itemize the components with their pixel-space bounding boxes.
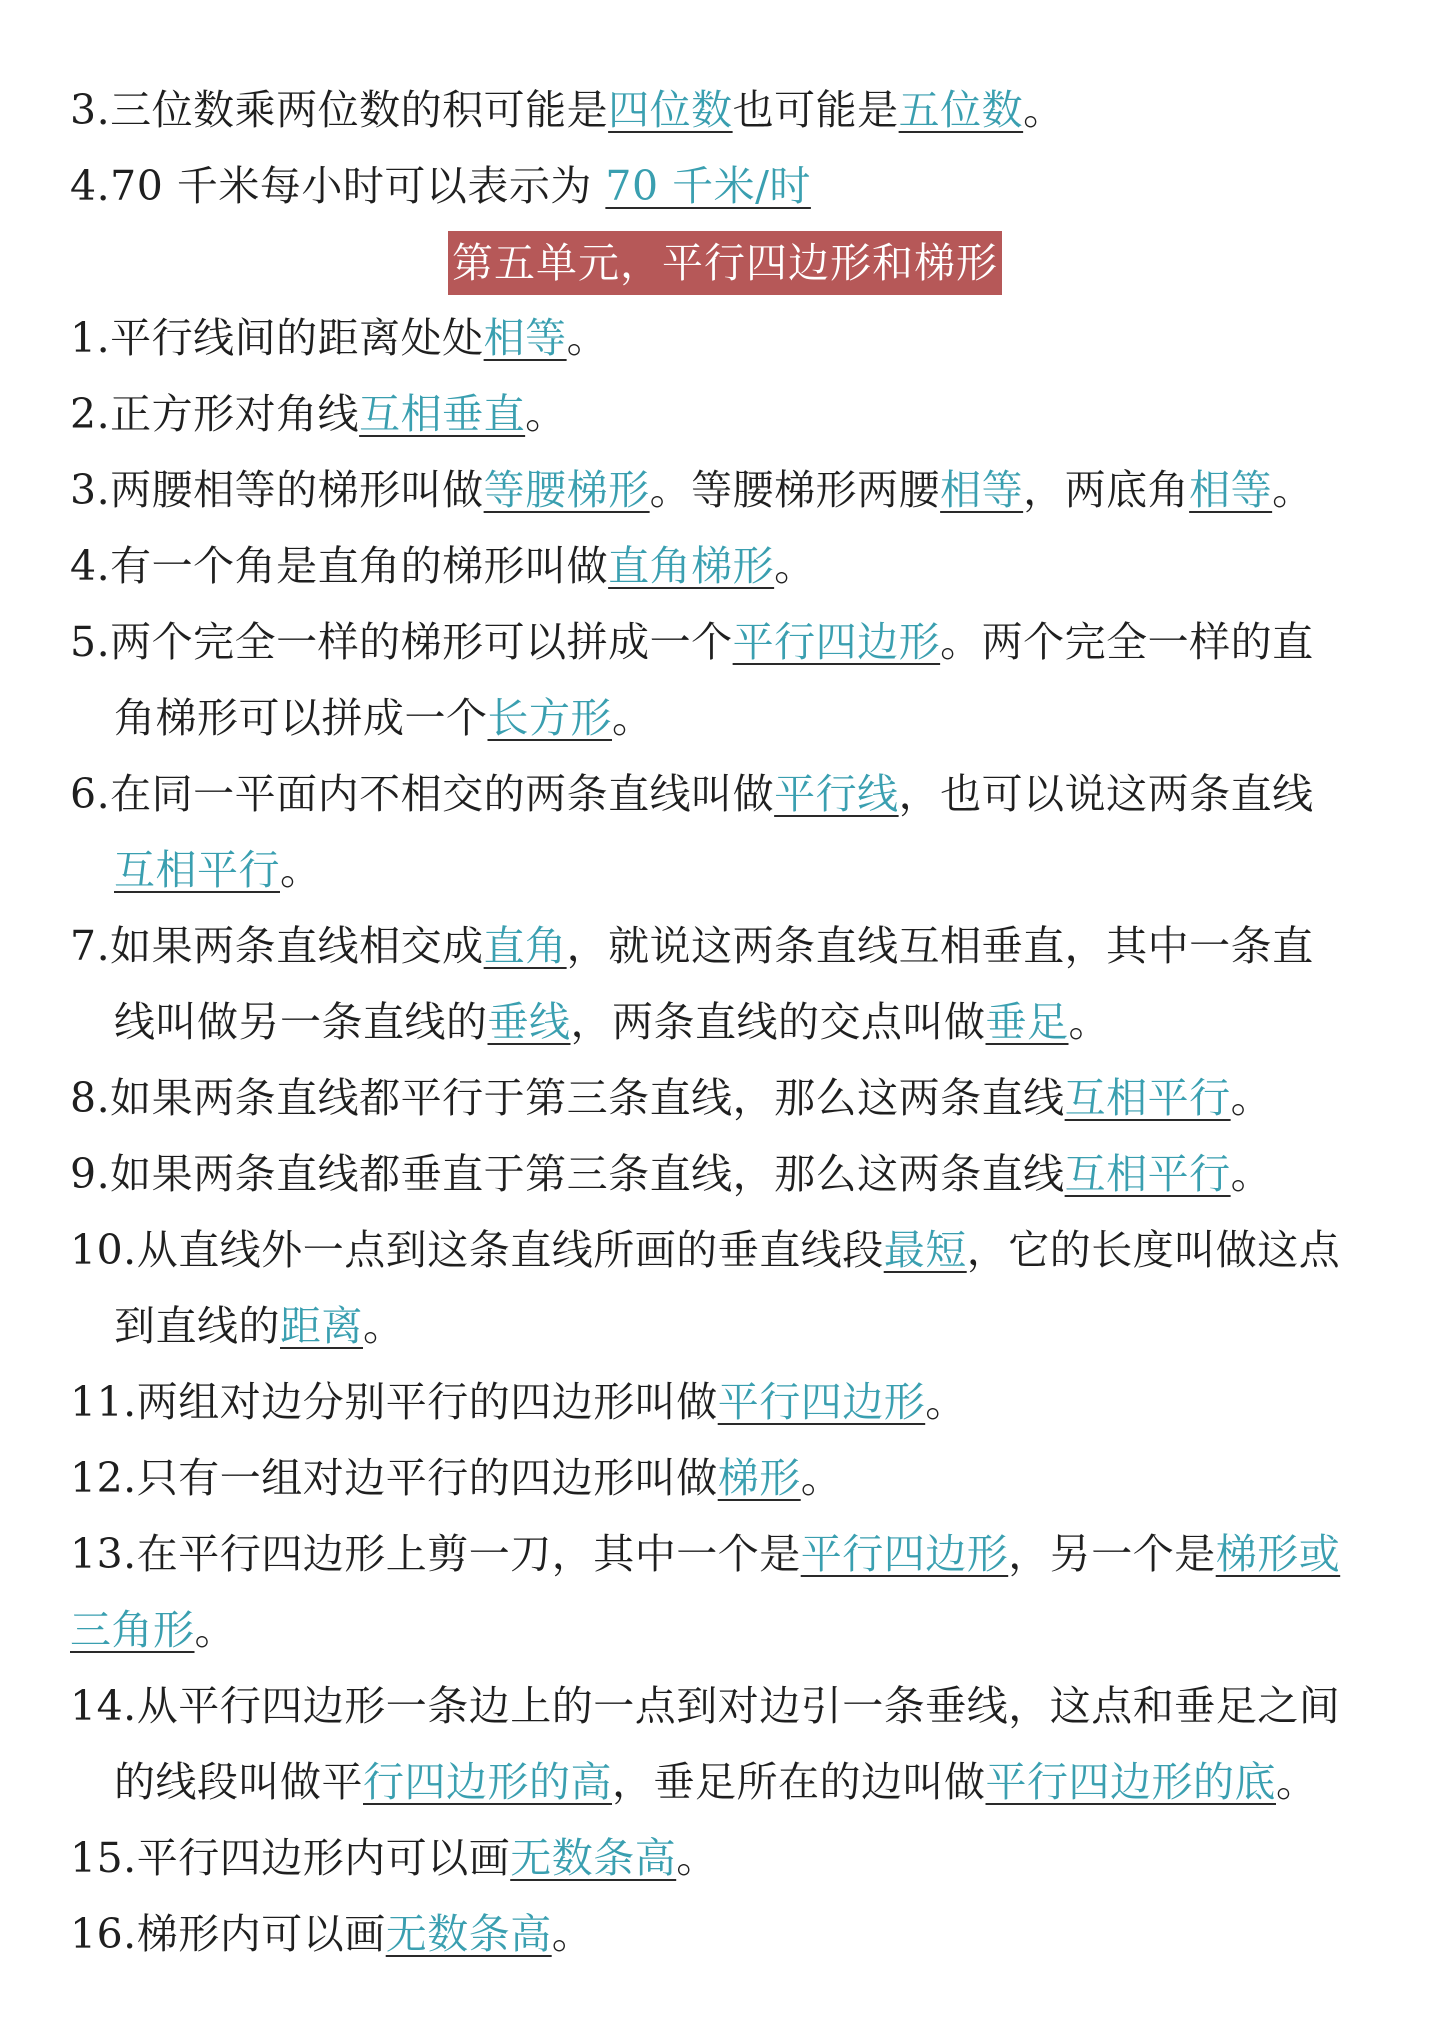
line-text: 。 xyxy=(1023,86,1065,134)
text-line xyxy=(70,1440,1380,1516)
line-text: 。 xyxy=(551,1910,594,1958)
answer-blank: 无数条高 xyxy=(510,1834,677,1882)
line-text: 。 xyxy=(1272,466,1314,514)
line-text: 。 xyxy=(774,542,816,590)
line-text: ，两底角 xyxy=(1023,466,1190,514)
line-text: 12.只有一组对边平行的四边形叫做 xyxy=(70,1454,718,1502)
line-text: 。 xyxy=(1230,1150,1273,1198)
line-text: 。 xyxy=(280,846,322,894)
line-text: 13.在平行四边形上剪一刀，其中一个是 xyxy=(70,1530,801,1578)
answer-blank: 平行线 xyxy=(774,770,899,818)
answer-blank: 无数条高 xyxy=(385,1910,552,1958)
line-text: 8.如果两条直线都平行于第三条直线，那么这两条直线 xyxy=(70,1074,1065,1122)
text-line xyxy=(70,756,1380,832)
previous-section-lines xyxy=(70,72,1380,224)
text-line xyxy=(70,984,1380,1060)
text-line xyxy=(70,1896,1380,1972)
line-text: 16.梯形内可以画 xyxy=(70,1910,386,1958)
answer-blank: 长方形 xyxy=(487,694,612,742)
list-item xyxy=(70,604,1380,756)
text-line xyxy=(70,148,1380,224)
text-line xyxy=(70,1136,1380,1212)
text-line xyxy=(70,452,1380,528)
list-item xyxy=(70,300,1380,376)
answer-blank: 三角形 xyxy=(70,1606,195,1654)
answer-blank: 相等 xyxy=(940,466,1024,514)
line-text: 。 xyxy=(525,390,567,438)
line-text: 。 xyxy=(1068,998,1110,1046)
line-text: 到直线的 xyxy=(114,1302,280,1350)
line-text: ，另一个是 xyxy=(1008,1530,1216,1578)
line-text: 14.从平行四边形一条边上的一点到对边引一条垂线，这点和垂足之间 xyxy=(70,1682,1341,1730)
line-text: 15.平行四边形内可以画 xyxy=(70,1834,511,1882)
text-line xyxy=(70,908,1380,984)
line-text: 3.三位数乘两位数的积可能是 xyxy=(70,86,609,134)
line-text: ，就说这两条直线互相垂直，其中一条直 xyxy=(566,922,1314,970)
line-text: 6.在同一平面内不相交的两条直线叫做 xyxy=(70,770,775,818)
list-item xyxy=(70,1060,1380,1136)
list-item xyxy=(70,1516,1380,1668)
text-line xyxy=(70,300,1380,376)
answer-blank: 最短 xyxy=(883,1226,967,1274)
list-item xyxy=(70,1668,1380,1820)
text-line xyxy=(70,680,1380,756)
list-item xyxy=(70,1212,1380,1364)
line-text: 。 xyxy=(925,1378,967,1426)
line-text: 3.两腰相等的梯形叫做 xyxy=(70,466,484,514)
answer-blank: 垂线 xyxy=(487,998,571,1046)
answer-blank: 互相垂直 xyxy=(359,390,526,438)
answer-blank: 平行四边形 xyxy=(732,618,941,666)
line-text: 。 xyxy=(566,314,609,362)
answer-blank: 平行四边形的底 xyxy=(985,1758,1276,1806)
list-item xyxy=(70,452,1380,528)
answer-blank: 相等 xyxy=(483,314,567,362)
line-text: 2.正方形对角线 xyxy=(70,390,360,438)
list-item xyxy=(70,1820,1380,1896)
text-line xyxy=(70,832,1380,908)
line-text: 。 xyxy=(194,1606,236,1654)
line-text: 也可能是 xyxy=(732,86,899,134)
answer-blank: 直角 xyxy=(483,922,567,970)
text-line xyxy=(70,604,1380,680)
answer-blank: 梯形 xyxy=(717,1454,801,1502)
line-text: ，垂足所在的边叫做 xyxy=(612,1758,986,1806)
line-text: 。 xyxy=(1230,1074,1273,1122)
text-line xyxy=(70,72,1380,148)
line-text: ，它的长度叫做这点 xyxy=(966,1226,1341,1274)
text-line xyxy=(70,1744,1380,1820)
answer-blank: 等腰梯形 xyxy=(483,466,650,514)
text-line xyxy=(70,1212,1380,1288)
answer-blank: 互相平行 xyxy=(1064,1150,1231,1198)
answer-blank: 互相平行 xyxy=(1064,1074,1231,1122)
text-line xyxy=(70,1288,1380,1364)
answer-blank: 距离 xyxy=(280,1302,363,1350)
section-heading-row xyxy=(70,224,1380,300)
text-line xyxy=(70,528,1380,604)
line-text: 4.70 千米每小时可以表示为 xyxy=(70,162,606,210)
line-text: 。等腰梯形两腰 xyxy=(649,466,941,514)
line-text: 。 xyxy=(676,1834,718,1882)
line-text: ，两条直线的交点叫做 xyxy=(570,998,986,1046)
text-line xyxy=(70,1592,1380,1668)
line-text: 。两个完全一样的直 xyxy=(940,618,1314,666)
text-line xyxy=(70,1668,1380,1744)
answer-blank: 相等 xyxy=(1189,466,1273,514)
text-line xyxy=(70,1364,1380,1440)
line-text: 5.两个完全一样的梯形可以拼成一个 xyxy=(70,618,733,666)
line-text: 1.平行线间的距离处处 xyxy=(70,314,484,362)
line-text: 7.如果两条直线相交成 xyxy=(70,922,484,970)
answer-blank: 四位数 xyxy=(608,86,733,134)
line-text: ，也可以说这两条直线 xyxy=(898,770,1314,818)
list-item xyxy=(70,1896,1380,1972)
answer-blank: 直角梯形 xyxy=(608,542,775,590)
line-text: 10.从直线外一点到这条直线所画的垂直线段 xyxy=(70,1226,884,1274)
answer-blank: 行四边形的高 xyxy=(363,1758,612,1806)
list-item xyxy=(70,1136,1380,1212)
section-title: 第五单元，平行四边形和梯形 xyxy=(448,231,1002,295)
answer-blank: 梯形或 xyxy=(1215,1530,1341,1578)
text-line xyxy=(70,1060,1380,1136)
list-item xyxy=(70,1440,1380,1516)
line-text: 。 xyxy=(612,694,654,742)
answer-blank: 互相平行 xyxy=(114,846,280,894)
line-text: 线叫做另一条直线的 xyxy=(114,998,488,1046)
text-line xyxy=(70,376,1380,452)
knowledge-list xyxy=(70,300,1380,1972)
line-text: 。 xyxy=(800,1454,843,1502)
line-text: 角梯形可以拼成一个 xyxy=(114,694,488,742)
answer-blank: 平行四边形 xyxy=(800,1530,1009,1578)
text-line xyxy=(70,1516,1380,1592)
text-line xyxy=(70,1820,1380,1896)
line-text: 。 xyxy=(363,1302,405,1350)
list-item xyxy=(70,528,1380,604)
line-text: 11.两组对边分别平行的四边形叫做 xyxy=(70,1378,718,1426)
answer-blank: 垂足 xyxy=(985,998,1069,1046)
line-text: 4.有一个角是直角的梯形叫做 xyxy=(70,542,609,590)
list-item xyxy=(70,376,1380,452)
answer-blank: 平行四边形 xyxy=(717,1378,926,1426)
answer-blank: 70 千米/时 xyxy=(605,162,811,210)
line-text: 的线段叫做平 xyxy=(114,1758,363,1806)
list-item xyxy=(70,756,1380,908)
line-text: 。 xyxy=(1276,1758,1318,1806)
list-item xyxy=(70,908,1380,1060)
list-item xyxy=(70,1364,1380,1440)
answer-blank: 五位数 xyxy=(898,86,1024,134)
line-text: 9.如果两条直线都垂直于第三条直线，那么这两条直线 xyxy=(70,1150,1065,1198)
